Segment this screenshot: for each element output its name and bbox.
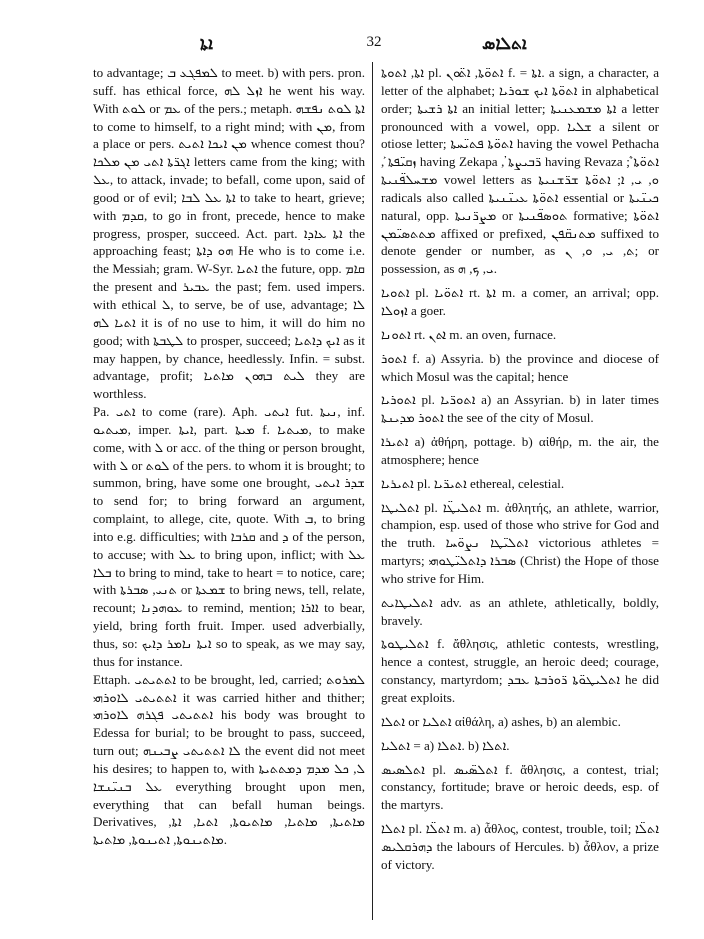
dictionary-entry: ܐܬܠܝܛܐ pl. ܐܬܠܝܛ̈ܐ m. ἀθλητής, an athlete, warrior, champion, esp. used of those who strive for God and the truth. ܐܬܠܝ̈ܛܐ ܢܨܘ̈ܚܐ victorious athletes = martyrs; ܣܒܪܐ ܕܐܬܠܝ̈ܛܘܗܝ (Christ) the Hope of those who strive for Him. — [381, 499, 659, 586]
running-head-left: ܐܬܐ — [200, 34, 213, 53]
left-column — [93, 64, 365, 849]
dictionary-entry: ܐܬܘܝܐ pl. ܐܬܘ̈ܝܐ rt. ܐܬܐ m. a comer, an arrival; opp. ܐܙܘܠܐ a goer. — [381, 285, 659, 318]
dictionary-entry: ܐܬܠܣܝܣ pl. ܐܬܠܣ̈ܝܣ f. ἄθλησις, a contest, trial; constancy, fortitude; brave or heroic deeds, esp. of the martyrs. — [381, 761, 659, 813]
dictionary-entry: ܐܬܠܐ or ܐܬܠܝܐ αἰθάλη, a) ashes, b) an alembic. — [381, 713, 621, 729]
right-column — [381, 64, 659, 874]
column-divider — [372, 62, 373, 920]
dictionary-entry: ܐܬܝܪܐ a) ἀθήρη, pottage. b) αἰθήρ, m. the air, the atmosphere; hence — [381, 434, 659, 467]
entry-pael-aphel: Pa. ܐܬܝ to come (rare). Aph. ܐܝܬܝ fut. ܢܝܬܐ, inf. ܡܝܬܝܘ, imper. ܐܝܬܐ, part. ܡܝܬܐ f. ܡܝܬܝܐ, to make come, with ܠ or acc. of the thing or person brought, with ܠ or ܠܘܬ of the pers. to whom it is brought; to summon, bring, have some one brought, ܫܕܪ ܐܝܬܝ to send for; to bring forward an argument, complaint, to allege, cite, quote. With ܒ, to bring into e.g. difficulties; with ܩܪܒܐ and ܕ of the person, to accuse; with ܥܠ to bring upon, inflict; with ܥܠ ܒܠܐ to bring to mind, take to heart = to notice, care; with ܬܢܝ, ܣܒܪܬܐ or ܫܡܥܬܐ to bring news, tell, relate, recount; ܥܘܗܕܢܐ to remind, mention; ܐܐܪܐ to bear, yield, bring forth fruit. Imper. used adverbially, thus, so: ܐܝܬܐ ܢܐܡܪ ܕܐܝܟ so to speak, as we may say, thus for instance. — [93, 404, 366, 669]
page-number: 32 — [366, 34, 382, 50]
page-header — [0, 34, 704, 56]
entry-ettaphal: Ettaph. ܐܬܬܝܬܝ to be brought, led, carried; ܠܡܪܘܬ ܐܬܬܝܬܝ ܠܐܘܪܗܝ it was carried hither and thither; ܐܬܬܝܬܝ ܦܓܪܗ ܠܐܘܪܗܝ his body was brought to Edessa for burial; to be brought to pass, succeed, turn out; ܠܐ ܐܬܬܝܬܝ ܨܒܝܢܗ the event did not meet his desires; to happen to, with ܠ, ܟܠ ܡܕܡ ܕܡܬܬܝܬܐ ܥܠ ܒܢܝ̈ܢܫܐ everything brought upon men, everything that can befall human beings. Derivatives, ܡܐܬܝܬܐ, ܡܐܬܝܐ, ܡܐܬܝܘܬܐ, ܐܬܝܐ, ܐܬܐ, ܡܐܬܝܢܘܬܐ, ܐܬܝܢܘܬܐ, ܡܐܬܝܬܐ. — [93, 671, 366, 848]
dictionary-entry: ܐܬܠܐ pl. ܐܬܠ̈ܐ m. a) ἆθλος, contest, trouble, toil; ܐܬܠ̈ܐ ܕܗܪܩܠܝܣ the labours of Hercules. b) ἆθλον, a prize of victory. — [381, 821, 659, 872]
dictionary-entry: ܐܬܠܝܛܘܬܐ f. ἄθλησις, athletic contests, wrestling, hence a contest, struggle, an heroic deed; courage, constancy, martyrdom; ܐܬܠܝܛܘ̈ܬܐ ܪ̈ܘܪܒܬܐ ܥܒܕ he did great exploits. — [381, 636, 659, 705]
dictionary-entry: ܐܬܘܢܐ rt. ܐܬܢ m. an oven, furnace. — [381, 326, 557, 342]
dictionary-entry: ܐܬܘܪܝܐ pl. ܐܬܘܪ̈ܝܐ a) an Assyrian. b) in later times ܐܬܘܪ ܡܕܝܢܬܐ the see of the city of Mosul. — [381, 392, 659, 426]
dictionary-entry: ܐܬܘܪ f. a) Assyria. b) the province and diocese of which Mosul was the capital; hence — [381, 350, 659, 384]
entry-continuation: to advantage; ܠܡܦܓܥ ܒ to meet. b) with pers. pron. suff. has ethical force, ܐܙܠ ܠܗ he went his way. With ܠܘܬ or ܥܡ of the pers.; metaph. ܐܬܐ ܠܘܬ ܢܦܫܗ to come to himself, to a right mind; with ܡܢ, from a place or pers. ܡܢ ܐܝܟܐ ܐܬܝܬ whence comest thou? ܐܓܪ̈ܬܐ ܐܬܝ ܡܢ ܡܠܟܐ letters came from the king; with ܥܠ, to attack, invade; to befall, come upon, said of good or of evil; ܐܬܐ ܥܠ ܠܒܐ to take to heart, grieve; with ܩܕܡ, to go in front, precede, hence to make progress, prosper, succeed. Act. part. ܐܬܐ ܥܐܕܐ the approaching feast; ܗܘ ܕܐܬܐ He who is to come i.e. the Messiah; gram. W-Syr. ܐܬܝܐ the future, opp. ܩܐܡ the present and ܥܒܝܪ the past; fem. used impers. with ethical ܠ, to serve, be of use, advantage; ܠܐ ܐܬܝܐ ܠܗ it is of no use to him, it will do him no good; with ܠܛܒܬܐ to prosper, succeed; ܐܝܟ ܕܐܬܝܐ as it may happen, by chance, heedlessly. Infin. = subst. advantage, profit; ܠܝܬ ܒܗܘܢ ܡܐܬܝܐ they are worthless. — [93, 65, 366, 402]
dictionary-entry: ܐܬܝܪܝܐ pl. ܐܬܝܪ̈ܝܐ ethereal, celestial. — [381, 475, 565, 491]
dictionary-entry: ܐܬܠܝܛܐܝܬ adv. as an athlete, athletically, boldly, bravely. — [381, 594, 659, 628]
running-head-right: ܐܬܠܐܣ — [482, 34, 527, 53]
dictionary-entry: ܐܬܠܝܐ = a) ܐܬܠܐ. b) ܐܬܠܐ. — [381, 737, 510, 753]
dictionary-entry: ܐܬܐ, ܐܬܘܬܐ pl. ܐܬܘ̈ܬܐ, ܐܬ̈ܘܢ f. = ܐܬܐ. a sign, a character, a letter of the alphabet; ܐܬܘ̈ܬܐ ܐܝܟ ܫܘܪܝܐ in alphabetical order; ܐܬܐ ܪܫܝܬܐ an initial letter; ܐܬܐ ܡܫܡܥܢܝܬܐ a letter pronounced with a vowel, opp. ܫܠܝܐ a silent or otiose letter; ܐܬܘ̈ܬܐ ܦܬܝ̈ܚܬܐ having the vowel Pethacha ܰ, ܙܩܝ̈ܦܬܐ having Zekapa ܳ, ܪ̈ܒܝܨܬܐ having Revaza ܶ; ܐܬܘ̈ܬܐ ܡܫܚܠܦ̈ܢܝܬܐ vowel letters as ܘ, ܝ, ܐ; ܐܬܘ̈ܬܐ ܫܪ̈ܫܢܝܬܐ radicals also called ܐܬܘ̈ܬܐ ܥܝܢ̈ܢܝܬܐ essential or ܟܝܢ̈ܝܬܐ natural, opp. ܡܨܪ̈ܢܝܬܐ or ܬܘܣܦ̈ܢܝܬܐ formative; ܐܬܘ̈ܬܐ ܡܬܬܣܝ̈ܡܢ affixed or prefixed, ܡܬܢܩ̈ܦܢ suffixed to denote gender or number, as ܬ, ܝ, ܘ, ܢ; or possession, as ܝ, ܟ, ܗ. — [381, 65, 660, 277]
